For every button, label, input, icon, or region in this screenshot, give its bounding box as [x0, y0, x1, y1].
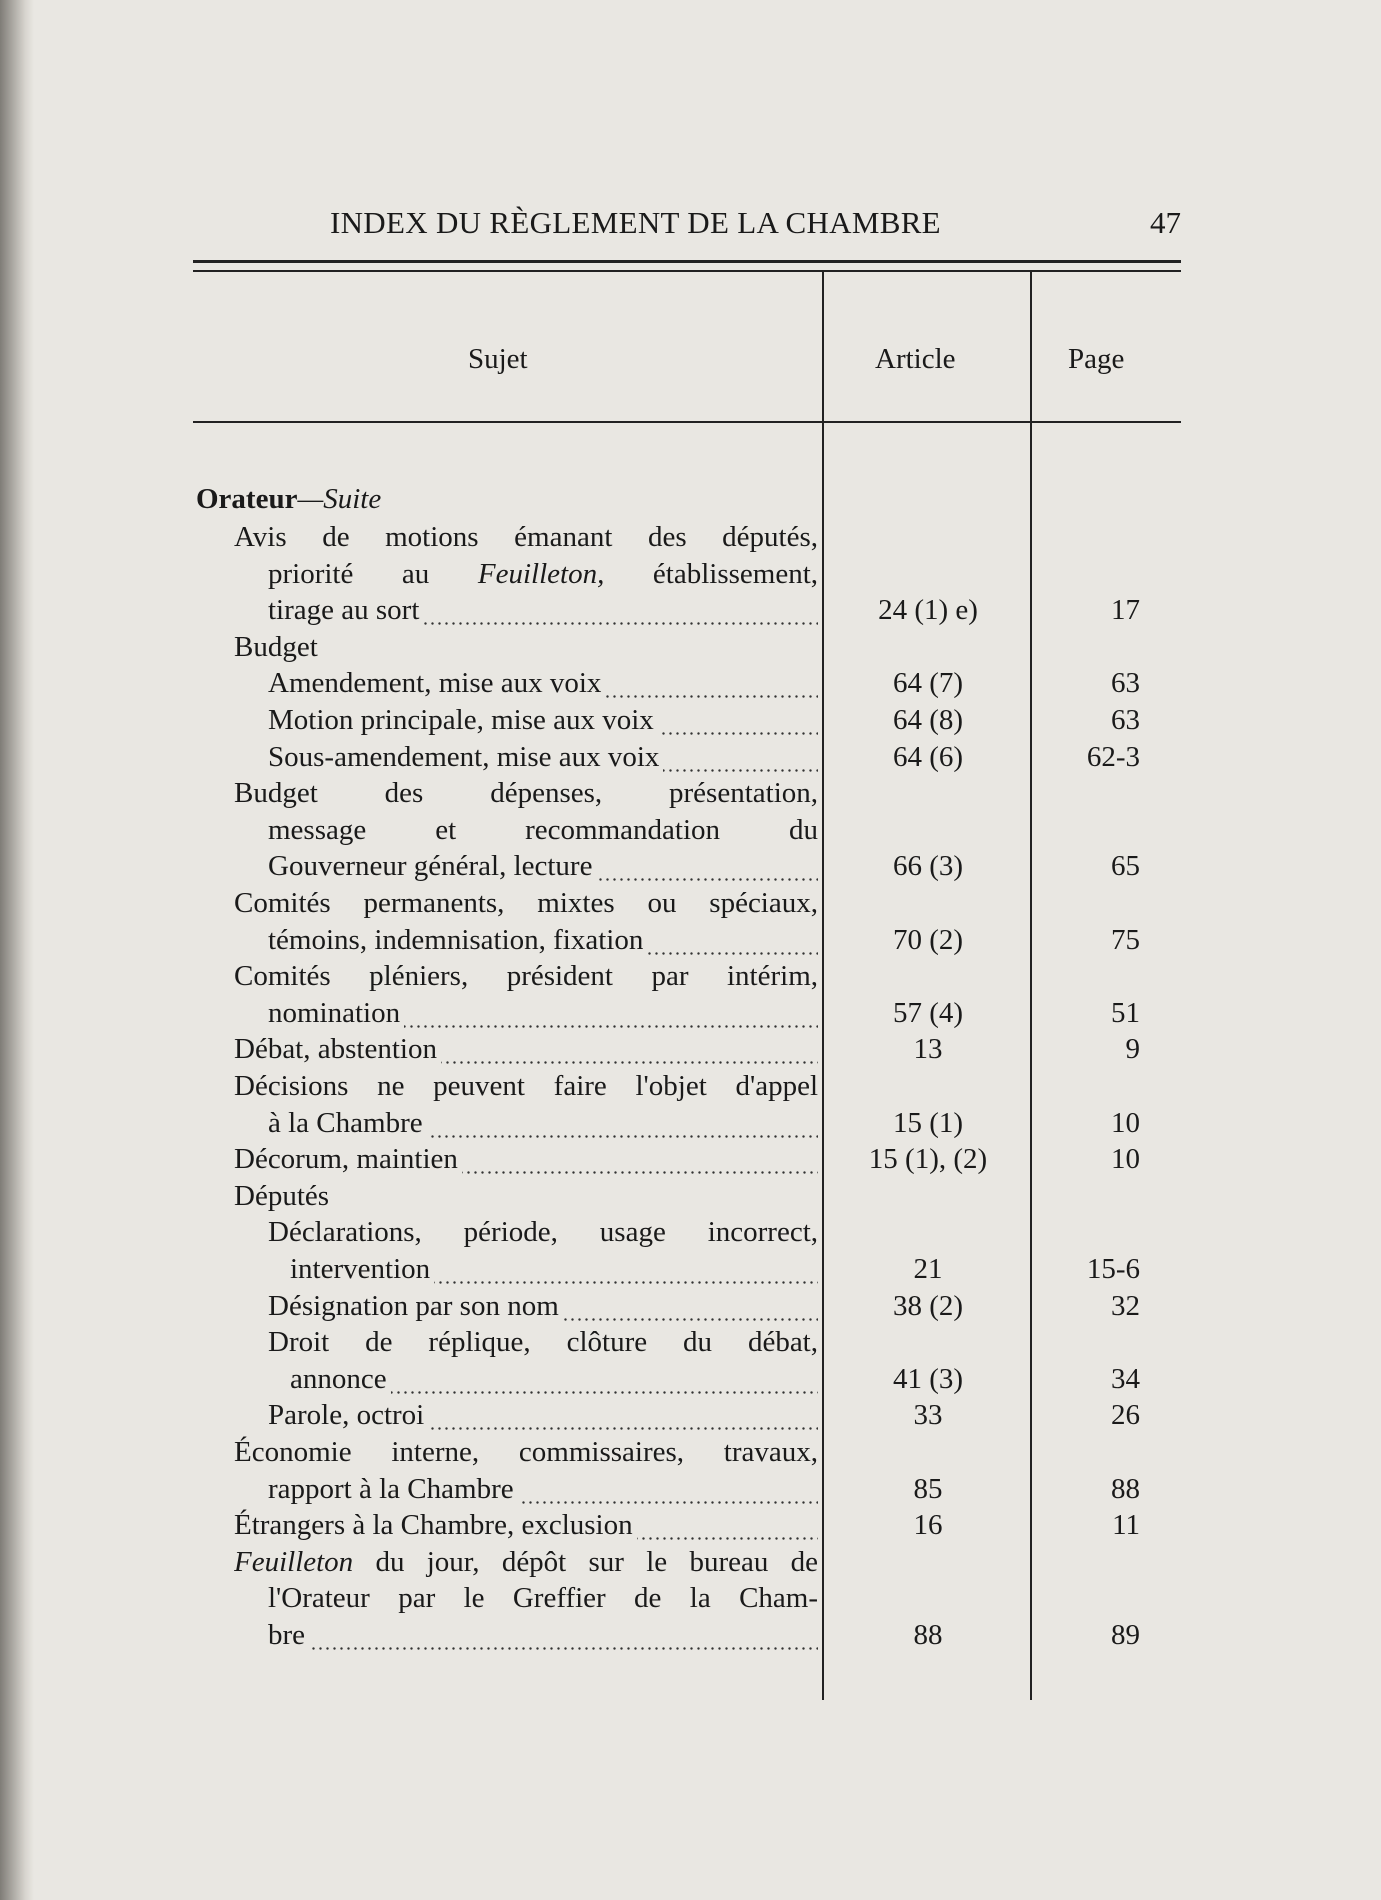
article-ref: 15 (1), (2): [868, 1143, 988, 1175]
page-ref: 63: [1111, 704, 1140, 736]
article-ref: 66 (3): [892, 850, 964, 882]
article-ref: 64 (8): [892, 704, 964, 736]
article-ref: 41 (3): [892, 1363, 964, 1395]
index-line: [268, 591, 818, 629]
section-name: Orateur: [196, 483, 298, 515]
index-line: [234, 1140, 818, 1178]
index-line-text: intervention: [290, 1253, 434, 1285]
index-line-text-part: du jour, dépôt sur le bureau de: [353, 1546, 818, 1578]
index-line-text: Députés: [234, 1180, 330, 1212]
page-ref: 75: [1111, 924, 1140, 956]
page-ref: 62-3: [1086, 741, 1140, 773]
index-line: [234, 1030, 818, 1068]
index-line: [268, 1213, 818, 1251]
article-ref: 85: [913, 1473, 943, 1505]
index-line: [234, 884, 818, 922]
index-line-text-part: Feuilleton: [234, 1546, 354, 1578]
column-header-subject: Sujet: [468, 343, 528, 375]
index-line-text: [268, 558, 818, 590]
index-line: [234, 1506, 818, 1544]
page-ref: 17: [1111, 594, 1140, 626]
index-line: [268, 701, 818, 739]
index-line: [268, 1470, 818, 1508]
index-line-text: annonce: [290, 1363, 391, 1395]
page-ref: 34: [1111, 1363, 1140, 1395]
article-ref: 13: [913, 1033, 943, 1065]
index-line-text: rapport à la Chambre: [268, 1473, 518, 1505]
index-line: [234, 1433, 818, 1471]
index-line-text: Décisions ne peuvent faire l'objet d'appel: [234, 1070, 818, 1102]
index-line: [234, 1177, 818, 1215]
index-line: [268, 738, 818, 776]
page-ref: 15-6: [1086, 1253, 1140, 1285]
index-line: [268, 811, 818, 849]
page-ref: 89: [1111, 1619, 1140, 1651]
index-line-text: Déclarations, période, usage incorrect,: [268, 1216, 818, 1248]
article-ref: 64 (6): [892, 741, 964, 773]
page-ref: 51: [1111, 997, 1140, 1029]
index-line: [268, 994, 818, 1032]
index-line-text: Comités permanents, mixtes ou spéciaux,: [234, 887, 818, 919]
page-ref: 65: [1111, 850, 1140, 882]
index-line-text: Motion principale, mise aux voix: [268, 704, 658, 736]
page-number: 47: [1150, 205, 1181, 240]
index-line: [234, 628, 818, 666]
index-line-text: Débat, abstention: [234, 1033, 441, 1065]
index-line: [268, 1104, 818, 1142]
index-line-text: l'Orateur par le Greffier de la Cham-: [268, 1582, 818, 1614]
article-ref: 33: [913, 1399, 943, 1431]
index-line-text: Comités pléniers, président par intérim,: [234, 960, 818, 992]
index-line-text: Budget des dépenses, présentation,: [234, 777, 818, 809]
article-ref: 57 (4): [892, 997, 964, 1029]
column-header-article: Article: [875, 343, 956, 375]
article-ref: 24 (1) e): [878, 594, 978, 626]
index-line: [268, 921, 818, 959]
index-line-text: Étrangers à la Chambre, exclusion: [234, 1509, 637, 1541]
index-line: [290, 1250, 818, 1288]
index-line-text: tirage au sort: [268, 594, 423, 626]
index-line-text-part: établissement,: [604, 558, 818, 590]
index-line-text-part: priorité au: [268, 558, 478, 590]
index-line: [268, 1287, 818, 1325]
index-line: [268, 664, 818, 702]
article-ref: 88: [913, 1619, 943, 1651]
page-ref: 88: [1111, 1473, 1140, 1505]
article-ref: 38 (2): [892, 1290, 964, 1322]
article-ref: 16: [913, 1509, 943, 1541]
index-line-text-part: Feuilleton,: [477, 558, 605, 590]
index-line-text: Budget: [234, 631, 318, 663]
column-header-page: Page: [1068, 343, 1125, 375]
index-line-text: Sous-amendement, mise aux voix: [268, 741, 663, 773]
index-line-text: Avis de motions émanant des députés,: [234, 521, 818, 553]
index-line: [290, 1360, 818, 1398]
index-line-text: message et recommandation du: [268, 814, 818, 846]
index-line-text: Amendement, mise aux voix: [268, 667, 605, 699]
index-line: [268, 1323, 818, 1361]
page-ref: 10: [1111, 1107, 1140, 1139]
index-line-text: Gouverneur général, lecture: [268, 850, 596, 882]
index-line: [268, 1616, 818, 1654]
article-ref: 64 (7): [892, 667, 964, 699]
index-line-text: Droit de réplique, clôture du débat,: [268, 1326, 818, 1358]
index-line-text: bre: [268, 1619, 309, 1651]
index-line: [268, 1579, 818, 1617]
index-line-text: Décorum, maintien: [234, 1143, 462, 1175]
section-suite: —Suite: [297, 483, 382, 515]
index-line-text: Parole, octroi: [268, 1399, 428, 1431]
index-line-text: Économie interne, commissaires, travaux,: [234, 1436, 818, 1468]
index-line: [234, 774, 818, 812]
article-ref: 15 (1): [892, 1107, 964, 1139]
index-line-text: [234, 1546, 818, 1578]
page-ref: 32: [1111, 1290, 1140, 1322]
index-line: [268, 555, 818, 593]
index-line-text: Désignation par son nom: [268, 1290, 563, 1322]
index-line: [234, 1067, 818, 1105]
index-line-text: nomination: [268, 997, 404, 1029]
page-ref: 10: [1111, 1143, 1140, 1175]
running-header-title: INDEX DU RÈGLEMENT DE LA CHAMBRE: [330, 205, 941, 240]
article-ref: 70 (2): [892, 924, 964, 956]
index-line: [268, 847, 818, 885]
page-ref: 11: [1112, 1509, 1140, 1541]
page-ref: 63: [1111, 667, 1140, 699]
index-line-text: à la Chambre: [268, 1107, 427, 1139]
index-line: [234, 1543, 818, 1581]
index-line-text: témoins, indemnisation, fixation: [268, 924, 647, 956]
page-ref: 26: [1111, 1399, 1140, 1431]
index-line: [234, 518, 818, 556]
page-ref: 9: [1125, 1033, 1140, 1065]
article-ref: 21: [913, 1253, 943, 1285]
index-line: [268, 1396, 818, 1434]
index-line: [234, 957, 818, 995]
